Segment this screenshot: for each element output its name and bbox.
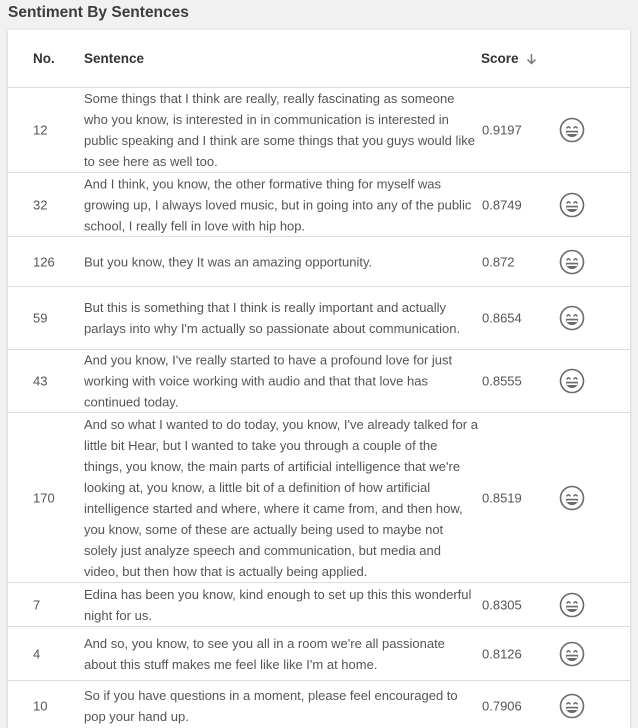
column-header-sentence[interactable]: Sentence: [84, 51, 145, 66]
table-row: [8, 87, 630, 173]
row-score: 0.8555: [482, 373, 522, 389]
row-score: 0.8126: [482, 646, 522, 661]
table-row: [8, 413, 630, 583]
row-number: 43: [33, 373, 48, 389]
row-score: 0.8519: [482, 490, 522, 505]
row-sentence: But you know, they It was an amazing opportunity.: [84, 254, 373, 269]
grinning-face-icon: [559, 192, 585, 218]
grinning-face-icon: [559, 592, 585, 618]
table-row: [8, 287, 630, 350]
section-title: Sentiment By Sentences: [8, 4, 189, 21]
table-row: [8, 681, 630, 728]
row-score: 0.7906: [482, 698, 522, 713]
arrow-down-icon[interactable]: [526, 53, 537, 65]
grinning-face-icon: [559, 641, 585, 667]
grinning-face-icon: [559, 368, 585, 394]
row-number: 12: [33, 122, 48, 137]
grinning-face-icon: [559, 693, 585, 719]
row-score: 0.872: [482, 254, 515, 269]
table-row: [8, 627, 630, 681]
row-sentence: And you know, I've really started to have a profound love for just working with voice working with audio and that that love has continued today.: [84, 352, 453, 410]
row-number: 7: [33, 597, 41, 612]
row-number: 32: [33, 197, 48, 212]
column-header-no[interactable]: No.: [33, 51, 55, 66]
row-score: 0.8749: [482, 197, 522, 212]
row-score: 0.8654: [482, 310, 522, 326]
row-sentence: Some things that I think are really, really fascinating as someone who you know, is interested in in communication is interested in public speaking and I think are some things that you guys would like to see here as well too.: [84, 90, 475, 169]
row-sentence: And I think, you know, the other formative thing for myself was growing up, I always loved music, but in going into any of the public school, I really fell in love with hip hop.: [84, 176, 472, 233]
row-score: 0.9197: [482, 122, 522, 137]
table-row: [8, 237, 630, 287]
sentiment-table: [8, 30, 630, 728]
row-score: 0.8305: [482, 597, 522, 612]
row-number: 59: [33, 310, 48, 326]
row-sentence: And so, you know, to see you all in a room we're all passionate about this stuff makes me feel like like I'm at home.: [84, 635, 445, 672]
row-sentence: Edina has been you know, kind enough to set up this this wonderful night for us.: [84, 586, 472, 623]
column-header-score[interactable]: Score: [481, 51, 537, 66]
row-number: 4: [33, 646, 41, 661]
table-row: [8, 173, 630, 237]
row-sentence: And so what I wanted to do today, you know, I've already talked for a little bit Hear, but I wanted to take you through a couple of the things, you know, the main parts of artificial intelligence that we're looking at, you know, a little bit of a definition of how artificial intelligence started and where, where it came from, and then how, you know, some of these are actually being used to maybe not solely just analyze speech and communication, but media and video, but then how that is actually being applied.: [84, 416, 478, 579]
row-sentence: But this is something that I think is really important and actually parlays into why I'm actually so passionate about communication.: [84, 300, 461, 336]
row-number: 170: [33, 490, 55, 505]
grinning-face-icon: [559, 305, 585, 331]
grinning-face-icon: [559, 485, 585, 511]
table-row: [8, 350, 630, 413]
table-header: [8, 30, 630, 88]
table-row: [8, 583, 630, 627]
grinning-face-icon: [559, 117, 585, 143]
grinning-face-icon: [559, 249, 585, 275]
row-sentence: So if you have questions in a moment, please feel encouraged to pop your hand up.: [84, 687, 458, 724]
row-number: 10: [33, 698, 48, 713]
row-number: 126: [33, 254, 55, 269]
